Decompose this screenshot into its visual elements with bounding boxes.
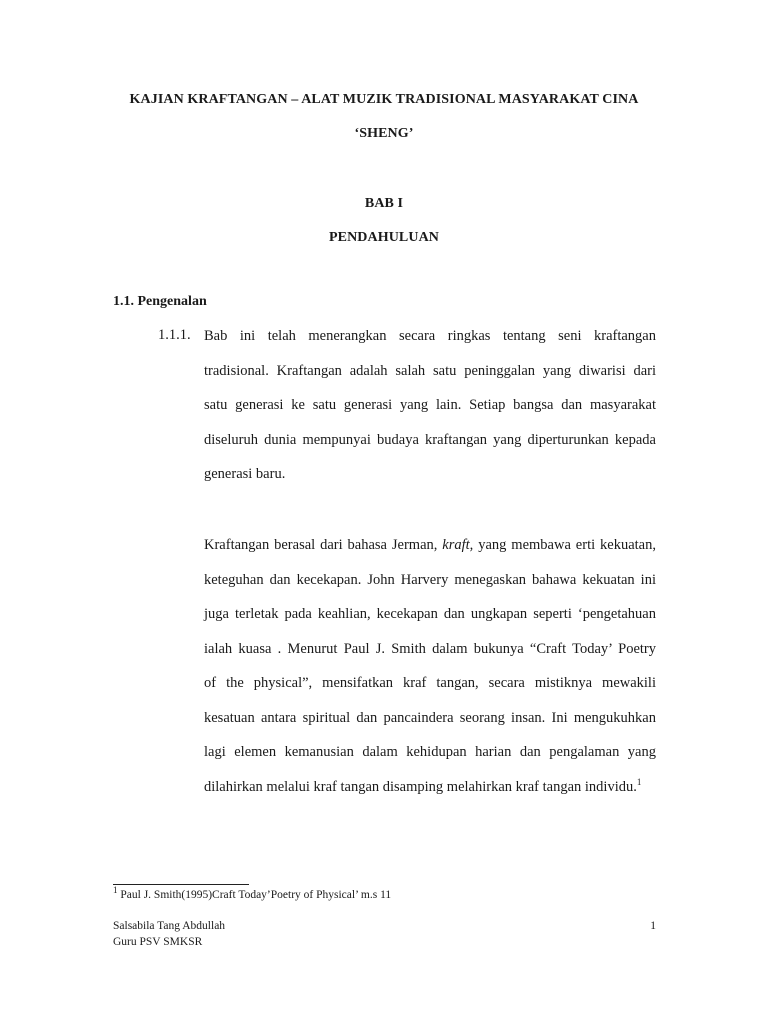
paragraph-2-text: Kraftangan berasal dari bahasa Jerman,: [204, 537, 443, 553]
paragraph-2-line: lagi elemen kemanusian dalam kehidupan harian dan pengalaman yang: [204, 744, 656, 760]
paragraph-1-line: diseluruh dunia mempunyai budaya kraftangan yang diperturunkan kepada: [204, 431, 656, 448]
document-title: KAJIAN KRAFTANGAN – ALAT MUZIK TRADISIONAL MASYARAKAT CINA: [129, 92, 639, 107]
document-subtitle: ‘SHENG’: [354, 126, 414, 141]
chapter-number: BAB I: [364, 196, 404, 211]
footnote-separator: [113, 884, 249, 885]
paragraph-1-line: satu generasi ke satu generasi yang lain. Setiap bangsa dan masyarakat: [204, 397, 656, 413]
paragraph-2-italic-term: kraft,: [442, 537, 474, 553]
footnote-reference[interactable]: 1: [636, 776, 642, 787]
paragraph-1-line: Bab ini telah menerangkan secara ringkas tentang seni kraftangan: [204, 328, 656, 344]
chapter-title: PENDAHULUAN: [329, 230, 439, 245]
footer-author: Salsabila Tang Abdullah: [113, 920, 226, 932]
paragraph-2-line: of the physical”, mensifatkan kraf tangan, secara mistiknya mewakili: [204, 675, 656, 691]
paragraph-number: 1.1.1.: [158, 327, 191, 343]
paragraph-2: [204, 528, 656, 804]
paragraph-2-line: [204, 770, 656, 805]
footnote-text: Paul J. Smith(1995)Craft Today’Poetry of Physical’ m.s 11: [117, 889, 392, 901]
paragraph-2-text: dilahirkan melalui kraf tangan disamping melahirkan kraf tangan individu.: [204, 778, 637, 795]
paragraph-2-line: [204, 528, 656, 563]
footer-role: Guru PSV SMKSR: [113, 936, 203, 948]
paragraph-2-line: keteguhan dan kecekapan. John Harvery menegaskan bahawa kekuatan ini: [204, 571, 656, 588]
page-number: 1: [650, 920, 656, 932]
section-heading: 1.1. Pengenalan: [113, 294, 207, 309]
paragraph-1-line: tradisional. Kraftangan adalah salah satu peninggalan yang diwarisi dari: [204, 362, 656, 379]
paragraph-1: [204, 319, 656, 492]
paragraph-2-line: ialah kuasa . Menurut Paul J. Smith dalam bukunya “Craft Today’ Poetry: [204, 640, 656, 657]
paragraph-2-line: kesatuan antara spiritual dan pancaindera seorang insan. Ini mengukuhkan: [204, 709, 656, 726]
paragraph-1-line: generasi baru.: [204, 466, 286, 482]
footnote: [113, 885, 392, 901]
footnote-marker: 1: [113, 885, 118, 896]
paragraph-2-line: juga terletak pada keahlian, kecekapan dan ungkapan seperti ‘pengetahuan: [204, 606, 656, 622]
paragraph-2-text: yang membawa erti kekuatan,: [473, 537, 656, 553]
